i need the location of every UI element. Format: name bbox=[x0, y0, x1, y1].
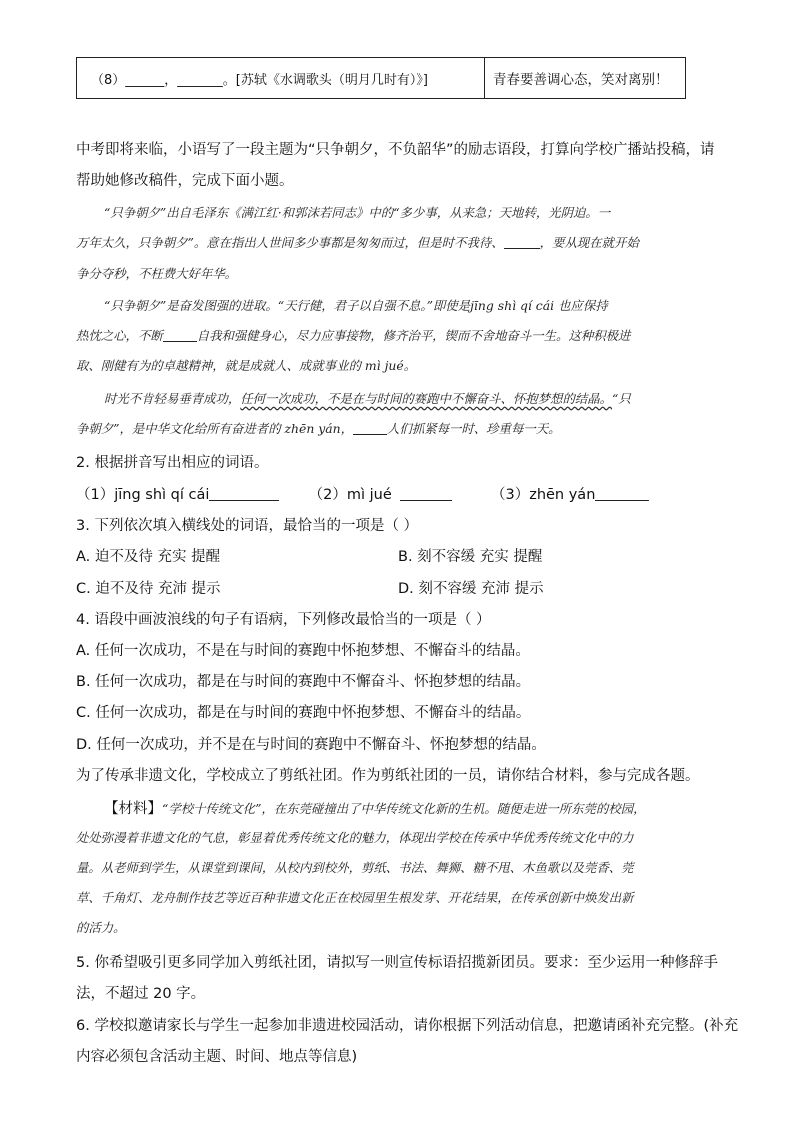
blank-3 bbox=[353, 420, 387, 435]
material-line-3: 量。从老师到学生，从课堂到课间，从校内到校外，剪纸、书法、舞狮、糖不甩、木鱼歌以及莞香、莞 bbox=[76, 860, 634, 875]
q3-option-a[interactable]: A. 迫不及待 充实 提醒 bbox=[76, 549, 221, 565]
intro-line-2: 帮助她修改稿件，完成下面小题。 bbox=[76, 173, 294, 189]
passage-p2-line-1: “只争朝夕”是奋发图强的进取。“天行健，君子以自强不息。”即使是jīng shì qí cái 也应保持 bbox=[104, 298, 608, 313]
q3-option-b[interactable]: B. 刻不容缓 充实 提醒 bbox=[398, 549, 543, 565]
q3-option-d[interactable]: D. 刻不容缓 充沛 提示 bbox=[398, 581, 544, 597]
q3-stem: 3. 下列依次填入横线处的词语，最恰当的一项是（ ） bbox=[76, 518, 419, 534]
material-line-2: 处处弥漫着非遗文化的气息，彰显着优秀传统文化的魅力，体现出学校在传承中华优秀传统文化中的力 bbox=[76, 830, 634, 845]
passage-p3-line-1a: 时光不肯轻易垂青成功， bbox=[104, 391, 241, 406]
passage-p1-line-2b: ，要从现在就开始 bbox=[539, 235, 639, 250]
passage-p2-line-2 bbox=[76, 326, 630, 344]
passage-p3-line-1b: “只 bbox=[612, 391, 631, 406]
material-line-4: 草、千角灯、龙舟制作技艺等近百种非遗文化正在校园里生根发芽、开花结果，在传承创新中焕发出新 bbox=[76, 890, 634, 905]
q2-item-2: （2）mì jué bbox=[308, 487, 392, 503]
blank-1 bbox=[504, 234, 540, 249]
passage-p3-line-2 bbox=[76, 419, 561, 437]
q2-answer-2[interactable] bbox=[400, 486, 452, 501]
q5-line-2: 法，不超过 20 字。 bbox=[76, 986, 206, 1002]
q4-stem: 4. 语段中画波浪线的句子有语病，下列修改最恰当的一项是（ ） bbox=[76, 612, 491, 628]
poem-question-cell: （8）______，_______。[苏轼《水调歌头（明月几时有）》] bbox=[77, 58, 485, 98]
passage-p1-line-1: “只争朝夕”出自毛泽东《满江红·和郭沫若同志》中的“多少事，从来急；天地转，光阴迫。一 bbox=[104, 205, 611, 220]
material-line-1 bbox=[104, 797, 646, 818]
material-label: 【材料】 bbox=[104, 801, 162, 817]
intro-line-1: 中考即将来临，小语写了一段主题为“只争朝夕，不负韶华”的励志语段，打算向学校广播站投稿，请 bbox=[76, 142, 715, 158]
q4-option-a[interactable]: A. 任何一次成功，不是在与时间的赛跑中怀抱梦想、不懈奋斗的结晶。 bbox=[76, 643, 530, 659]
q6-line-1: 6. 学校拟邀请家长与学生一起参加非遗进校园活动，请你根据下列活动信息，把邀请函补充完整。(补充 bbox=[76, 1018, 739, 1034]
q6-line-2: 内容必须包含活动主题、时间、地点等信息) bbox=[76, 1049, 358, 1065]
material-line-1-text: “学校十传统文化”，在东莞碰撞出了中华传统文化新的生机。随便走进一所东莞的校园， bbox=[162, 801, 646, 816]
wavy-underlined-sentence: 任何一次成功，不是在与时间的赛跑中不懈奋斗、怀抱梦想的结晶。 bbox=[240, 391, 613, 406]
theme-cell: 青春要善调心态，笑对离别！ bbox=[493, 72, 669, 88]
q2-answer-1[interactable] bbox=[209, 486, 279, 501]
passage-p2-line-2b: 自我和强健身心，尽力应事接物，修齐治平，锲而不舍地奋斗一生。这种积极进 bbox=[196, 328, 631, 343]
q2-item-1: （1）jīng shì qí cái bbox=[76, 487, 210, 503]
q4-option-b[interactable]: B. 任何一次成功，都是在与时间的赛跑中不懈奋斗、怀抱梦想的结晶。 bbox=[76, 674, 531, 690]
material-line-5: 的活力。 bbox=[76, 920, 126, 935]
q2-stem: 2. 根据拼音写出相应的词语。 bbox=[76, 455, 269, 471]
passage-p3-line-1 bbox=[104, 389, 631, 407]
passage-p3-line-2a: 争朝夕”，是中华文化给所有奋进者的 zhēn yán， bbox=[76, 421, 354, 436]
q5-line-1: 5. 你希望吸引更多同学加入剪纸社团，请拟写一则宣传标语招揽新团员。要求：至少运用一种修辞手 bbox=[76, 955, 718, 971]
section2-intro: 为了传承非遗文化，学校成立了剪纸社团。作为剪纸社团的一员，请你结合材料，参与完成各题。 bbox=[76, 768, 700, 784]
q4-option-c[interactable]: C. 任何一次成功，都是在与时间的赛跑中怀抱梦想、不懈奋斗的结晶。 bbox=[76, 705, 531, 721]
passage-p3-line-2b: 人们抓紧每一时、珍重每一天。 bbox=[387, 421, 561, 436]
passage-p1-line-3: 争分夺秒，不枉费大好年华。 bbox=[76, 266, 238, 281]
q2-answer-3[interactable] bbox=[595, 486, 649, 501]
passage-p2-line-2a: 热忱之心，不断 bbox=[76, 328, 163, 343]
q2-item-3: （3）zhēn yán bbox=[490, 487, 596, 503]
q4-option-d[interactable]: D. 任何一次成功，并不是在与时间的赛跑中不懈奋斗、怀抱梦想的结晶。 bbox=[76, 737, 546, 753]
poem-table bbox=[76, 57, 686, 99]
passage-p1-line-2 bbox=[76, 233, 639, 251]
passage-p1-line-2a: 万年太久，只争朝夕”。意在指出人世间多少事都是匆匆而过，但是时不我待、 bbox=[76, 235, 504, 250]
q3-option-c[interactable]: C. 迫不及待 充沛 提示 bbox=[76, 581, 221, 597]
q2-items bbox=[76, 483, 649, 504]
passage-p2-line-3: 取、刚健有为的卓越精神，就是成就人、成就事业的 mì jué。 bbox=[76, 358, 417, 373]
blank-2 bbox=[163, 327, 197, 342]
